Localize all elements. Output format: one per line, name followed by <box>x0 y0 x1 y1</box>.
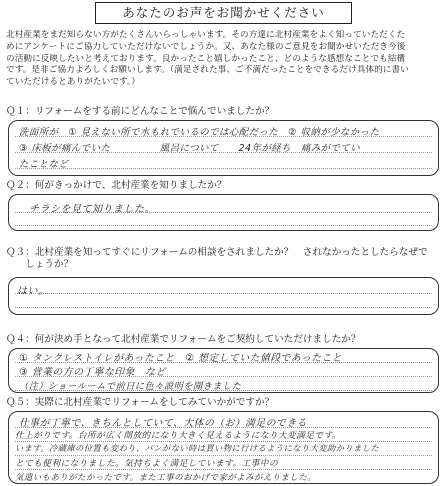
answer-box-3 <box>8 277 439 315</box>
intro-line: めにアンケートにご協力していただけないでしょうか。又、あなた様のご意見をお聞かせいただき今後 <box>6 41 406 52</box>
question-4: Ｑ４：何が決め手となって北村産業でリフォームをご契約していただけましたか？ <box>6 334 361 345</box>
handwritten-answer-line: はい。 <box>17 286 49 297</box>
handwritten-answer-line: ① タンクレストイレがあったこと ② 想定していた値段であったこと <box>19 353 343 364</box>
answer-rule <box>15 307 432 308</box>
answer-box-2 <box>8 194 439 231</box>
answer-box-5 <box>8 411 439 484</box>
question-3 <box>6 247 428 271</box>
question-5: Ｑ５：実際に北村産業でリフォームをしてみていかがですか？ <box>6 397 275 408</box>
handwritten-answer-line: 洗面所が ① 見えない所で水もれでいるのでは心配だった ② 収納が少なかった <box>19 127 380 138</box>
intro-line: の活動に反映したいと考えております。良かったこと嬉しかったこと、どのような感想なことでも結構 <box>6 53 406 64</box>
handwritten-answer-line: （注）ショールームで前日に色々説明を聞きました <box>19 381 242 392</box>
question-3-line: しょうか？ <box>6 259 74 270</box>
handwritten-answer-line: たことなど <box>19 159 69 170</box>
answer-rule <box>15 455 432 456</box>
answer-rule <box>15 469 432 470</box>
intro-text <box>6 30 442 89</box>
survey-title: あなたのお声をお聞かせください <box>95 2 352 24</box>
answer-rule <box>15 293 432 294</box>
question-2: Ｑ２：何がきっかけで、北村産業を知りましたか？ <box>6 180 227 191</box>
handwritten-answer-line: 気遣いもありがたかったです。また工事のおかげで家がよみがえりました。 <box>15 472 317 482</box>
answer-box-4 <box>8 348 439 393</box>
handwritten-answer-line: います。冷蔵庫の位置も変わり、パンがない時は買い物に行けるようになり大変助かりました <box>15 443 380 453</box>
handwritten-answer-line: 仕事が丁寧で、きちんとしていて、大体の（お）満足のできる <box>19 418 307 429</box>
intro-line: 北村産業をまだ知らない方がたくさんいらっしゃいます。その方達に北村産業をよく知っていただくた <box>6 30 406 40</box>
handwritten-answer-line: ③ 営業の方の丁寧な印象 など <box>19 367 166 378</box>
answer-rule <box>15 225 432 226</box>
intro-line: ていただけるとありがたいです。） <box>6 77 141 88</box>
handwritten-answer-line: チラシを見て知りました。 <box>29 204 155 215</box>
question-1: Ｑ１：リフォームをする前にどんなことで悩んでいましたか？ <box>6 106 275 117</box>
answer-box-1 <box>8 120 439 176</box>
question-3-line: Ｑ３：北村産業を知ってすぐにリフォームの相談をされましたか？ されなかったとしたらなぜで <box>6 247 428 258</box>
handwritten-answer-line: とても便利になりました。気持ちよく満足しています。工事中の <box>15 459 279 469</box>
handwritten-answer-line: 仕上がりです。台所が広く開放的になり大きく見えるようになり大変満足です。 <box>15 431 342 441</box>
intro-line: です。是非ご協力よろしくお願いします。（満足された事、ご不満だったことをできるだけ具体的に書い <box>6 65 409 76</box>
answer-rule <box>15 441 432 442</box>
handwritten-answer-line: ③ 床板が痛んでいた 風呂について 24年が経ち 痛みがでてい <box>19 143 361 154</box>
